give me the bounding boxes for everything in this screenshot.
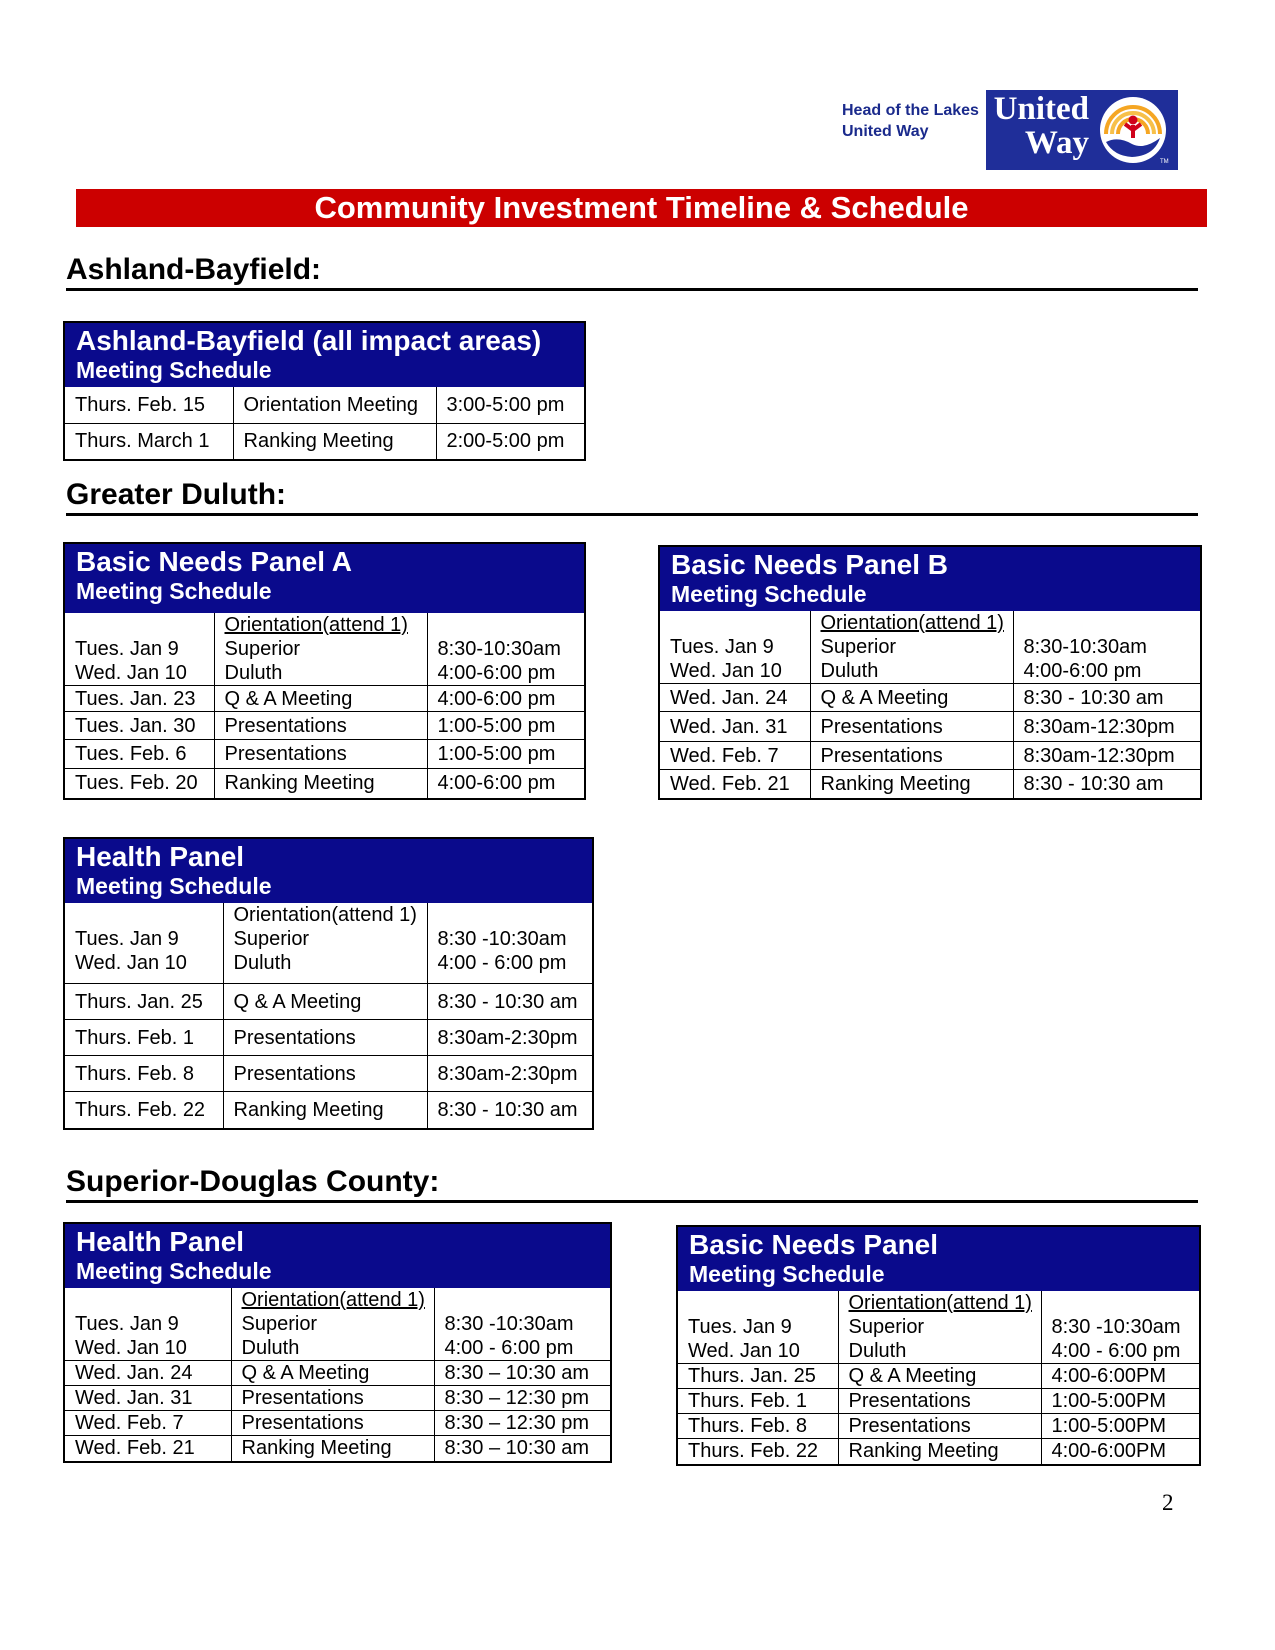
time-cell: 8:30am-12:30pm	[1013, 712, 1200, 742]
panel-title: Basic Needs Panel	[689, 1229, 939, 1260]
event-cell: Q & A Meeting	[214, 686, 427, 712]
time-cell: 8:30 - 10:30 am	[427, 984, 592, 1020]
schedule-panel-superior-basic-needs	[676, 1225, 1201, 1466]
logo-trademark: TM	[1160, 159, 1169, 165]
location-line: Duluth	[233, 952, 292, 974]
time-cell: 1:00-5:00 pm	[427, 740, 584, 769]
event-cell: Presentations	[231, 1386, 434, 1411]
time-cell: 4:00-6:00PM	[1041, 1439, 1199, 1464]
date-cell: Thurs. Feb. 22	[65, 1092, 223, 1128]
date-line: Tues. Jan 9	[670, 636, 774, 658]
date-line: Tues. Jan 9	[75, 1313, 179, 1335]
time-cell: 8:30 - 10:30 am	[427, 1092, 592, 1128]
date-cell: Thurs. March 1	[65, 423, 233, 459]
time-line: 4:00 - 6:00 pm	[444, 1337, 574, 1359]
page-number: 2	[1162, 1490, 1174, 1515]
date-cell	[65, 903, 223, 984]
event-cell: Q & A Meeting	[838, 1364, 1041, 1389]
panel-subtitle: Meeting Schedule	[76, 578, 272, 604]
date-line: Wed. Jan 10	[670, 660, 782, 682]
panel-subtitle: Meeting Schedule	[671, 581, 867, 607]
table-row	[65, 712, 584, 740]
time-line: 4:00-6:00 pm	[1023, 660, 1142, 682]
date-cell: Thurs. Feb. 15	[65, 387, 233, 423]
panel-header	[65, 839, 592, 903]
location-line: Superior	[233, 928, 310, 950]
date-cell	[678, 1291, 838, 1364]
date-cell: Wed. Jan. 24	[660, 684, 810, 712]
location-line: Duluth	[224, 662, 283, 684]
time-cell: 4:00-6:00 pm	[427, 769, 584, 798]
panel-header	[65, 544, 584, 613]
schedule-table	[65, 1288, 610, 1461]
orientation-row	[65, 613, 584, 686]
org-name	[842, 100, 979, 142]
time-cell: 1:00-5:00PM	[1041, 1414, 1199, 1439]
date-cell: Thurs. Jan. 25	[678, 1364, 838, 1389]
section-heading-duluth: Greater Duluth:	[66, 478, 1198, 516]
location-line: Duluth	[820, 660, 879, 682]
date-cell: Tues. Jan. 23	[65, 686, 214, 712]
orientation-label: Orientation(attend 1)	[233, 904, 417, 926]
schedule-table	[65, 903, 592, 1128]
event-cell: Q & A Meeting	[810, 684, 1013, 712]
event-cell: Presentations	[214, 712, 427, 740]
time-cell: 8:30am-2:30pm	[427, 1020, 592, 1056]
date-cell: Thurs. Feb. 8	[678, 1414, 838, 1439]
schedule-table	[660, 611, 1200, 798]
table-row	[65, 1386, 610, 1411]
logo-word-way: Way	[1024, 125, 1089, 161]
panel-title: Health Panel	[76, 1226, 245, 1257]
time-cell: 8:30 – 12:30 pm	[434, 1386, 610, 1411]
time-cell: 8:30am-12:30pm	[1013, 742, 1200, 770]
time-line: 8:30 -10:30am	[437, 928, 567, 950]
date-cell: Thurs. Feb. 1	[65, 1020, 223, 1056]
event-cell	[214, 613, 427, 686]
time-cell: 8:30 – 10:30 am	[434, 1436, 610, 1461]
date-line: Wed. Jan 10	[75, 662, 187, 684]
panel-subtitle: Meeting Schedule	[76, 873, 272, 899]
time-cell: 2:00-5:00 pm	[436, 423, 584, 459]
event-cell: Q & A Meeting	[231, 1361, 434, 1386]
table-row	[65, 1056, 592, 1092]
location-line: Superior	[241, 1313, 318, 1335]
date-cell: Wed. Feb. 7	[660, 742, 810, 770]
panel-subtitle: Meeting Schedule	[76, 357, 272, 383]
table-row	[65, 1411, 610, 1436]
event-cell: Ranking Meeting	[810, 770, 1013, 798]
time-cell: 8:30 - 10:30 am	[1013, 684, 1200, 712]
date-cell: Tues. Jan. 30	[65, 712, 214, 740]
orientation-label: Orientation(attend 1)	[241, 1289, 425, 1311]
event-cell: Q & A Meeting	[223, 984, 427, 1020]
table-row	[65, 423, 584, 459]
time-cell: 8:30 – 12:30 pm	[434, 1411, 610, 1436]
time-cell	[434, 1288, 610, 1361]
event-cell	[838, 1291, 1041, 1364]
table-row	[65, 740, 584, 769]
date-cell: Tues. Feb. 6	[65, 740, 214, 769]
table-row	[65, 686, 584, 712]
orientation-row	[65, 903, 592, 984]
schedule-table	[65, 387, 584, 459]
org-name-line1: Head of the Lakes	[842, 102, 979, 119]
date-cell: Wed. Jan. 31	[65, 1386, 231, 1411]
time-line: 4:00 - 6:00 pm	[437, 952, 567, 974]
org-name-line2: United Way	[842, 123, 929, 140]
panel-subtitle: Meeting Schedule	[76, 1258, 272, 1284]
table-row	[660, 742, 1200, 770]
event-cell: Presentations	[231, 1411, 434, 1436]
event-cell: Presentations	[223, 1056, 427, 1092]
orientation-row	[660, 611, 1200, 684]
date-cell: Thurs. Feb. 8	[65, 1056, 223, 1092]
panel-subtitle: Meeting Schedule	[689, 1261, 885, 1287]
time-cell: 8:30am-2:30pm	[427, 1056, 592, 1092]
time-line: 8:30-10:30am	[437, 638, 561, 660]
event-cell: Ranking Meeting	[233, 423, 436, 459]
table-row	[65, 387, 584, 423]
event-cell: Presentations	[810, 712, 1013, 742]
orientation-row	[678, 1291, 1199, 1364]
event-cell: Ranking Meeting	[214, 769, 427, 798]
date-line: Tues. Jan 9	[75, 928, 179, 950]
date-line: Wed. Jan 10	[75, 1337, 187, 1359]
table-row	[678, 1364, 1199, 1389]
time-line: 8:30-10:30am	[1023, 636, 1147, 658]
date-line: Wed. Jan 10	[75, 952, 187, 974]
table-row	[65, 984, 592, 1020]
event-cell: Ranking Meeting	[231, 1436, 434, 1461]
event-cell	[223, 903, 427, 984]
date-cell: Wed. Jan. 24	[65, 1361, 231, 1386]
event-cell: Presentations	[810, 742, 1013, 770]
date-cell: Wed. Feb. 21	[65, 1436, 231, 1461]
time-cell: 4:00-6:00PM	[1041, 1364, 1199, 1389]
date-line: Wed. Jan 10	[688, 1340, 800, 1362]
panel-header	[660, 547, 1200, 611]
date-cell	[660, 611, 810, 684]
schedule-table	[678, 1291, 1199, 1464]
event-cell: Ranking Meeting	[838, 1439, 1041, 1464]
date-cell	[65, 613, 214, 686]
time-line: 8:30 -10:30am	[444, 1313, 574, 1335]
time-line: 4:00 - 6:00 pm	[1051, 1340, 1181, 1362]
logo-word-united: United	[993, 91, 1089, 127]
schedule-panel-ashland	[63, 321, 586, 461]
schedule-panel-duluth-basic-needs-a	[63, 542, 586, 800]
event-cell: Presentations	[838, 1389, 1041, 1414]
date-cell: Wed. Feb. 21	[660, 770, 810, 798]
orientation-label: Orientation(attend 1)	[224, 614, 408, 636]
panel-title: Basic Needs Panel B	[671, 549, 949, 580]
panel-title: Basic Needs Panel A	[76, 546, 352, 577]
schedule-panel-superior-health	[63, 1222, 612, 1463]
panel-header	[678, 1227, 1199, 1291]
panel-header	[65, 323, 584, 387]
location-line: Superior	[224, 638, 301, 660]
table-row	[660, 770, 1200, 798]
date-cell: Tues. Feb. 20	[65, 769, 214, 798]
date-cell: Thurs. Feb. 22	[678, 1439, 838, 1464]
schedule-panel-duluth-basic-needs-b	[658, 545, 1202, 800]
location-line: Superior	[848, 1316, 925, 1338]
table-row	[660, 712, 1200, 742]
table-row	[65, 1092, 592, 1128]
time-line: 4:00-6:00 pm	[437, 662, 556, 684]
section-heading-superior: Superior-Douglas County:	[66, 1165, 1198, 1203]
event-cell: Ranking Meeting	[223, 1092, 427, 1128]
table-row	[660, 684, 1200, 712]
time-cell	[1041, 1291, 1199, 1364]
time-cell: 3:00-5:00 pm	[436, 387, 584, 423]
orientation-label: Orientation(attend 1)	[820, 612, 1004, 634]
location-line: Duluth	[241, 1337, 300, 1359]
table-row	[65, 1020, 592, 1056]
location-line: Duluth	[848, 1340, 907, 1362]
time-cell: 1:00-5:00PM	[1041, 1389, 1199, 1414]
time-cell: 1:00-5:00 pm	[427, 712, 584, 740]
table-row	[65, 1436, 610, 1461]
section-heading-ashland: Ashland-Bayfield:	[66, 253, 1198, 291]
time-cell: 4:00-6:00 pm	[427, 686, 584, 712]
event-cell: Presentations	[214, 740, 427, 769]
schedule-panel-duluth-health	[63, 837, 594, 1130]
date-cell: Thurs. Feb. 1	[678, 1389, 838, 1414]
time-cell	[427, 903, 592, 984]
date-line: Tues. Jan 9	[688, 1316, 792, 1338]
time-cell: 8:30 - 10:30 am	[1013, 770, 1200, 798]
event-cell: Presentations	[223, 1020, 427, 1056]
date-line: Tues. Jan 9	[75, 638, 179, 660]
table-row	[65, 1361, 610, 1386]
date-cell: Thurs. Jan. 25	[65, 984, 223, 1020]
page-title-banner: Community Investment Timeline & Schedule	[76, 189, 1207, 227]
date-cell: Wed. Jan. 31	[660, 712, 810, 742]
orientation-row	[65, 1288, 610, 1361]
panel-header	[65, 1224, 610, 1288]
schedule-table	[65, 613, 584, 798]
panel-title: Health Panel	[76, 841, 245, 872]
time-cell	[427, 613, 584, 686]
location-line: Superior	[820, 636, 897, 658]
time-cell: 8:30 – 10:30 am	[434, 1361, 610, 1386]
panel-title: Ashland-Bayfield (all impact areas)	[76, 325, 542, 356]
table-row	[678, 1389, 1199, 1414]
table-row	[65, 769, 584, 798]
table-row	[678, 1439, 1199, 1464]
date-cell: Wed. Feb. 7	[65, 1411, 231, 1436]
united-way-hand-icon	[1098, 94, 1168, 166]
time-cell	[1013, 611, 1200, 684]
logo-wordmark	[992, 92, 1089, 160]
table-row	[678, 1414, 1199, 1439]
event-cell	[810, 611, 1013, 684]
orientation-label: Orientation(attend 1)	[848, 1292, 1032, 1314]
event-cell	[231, 1288, 434, 1361]
date-cell	[65, 1288, 231, 1361]
event-cell: Presentations	[838, 1414, 1041, 1439]
event-cell: Orientation Meeting	[233, 387, 436, 423]
time-line: 8:30 -10:30am	[1051, 1316, 1181, 1338]
